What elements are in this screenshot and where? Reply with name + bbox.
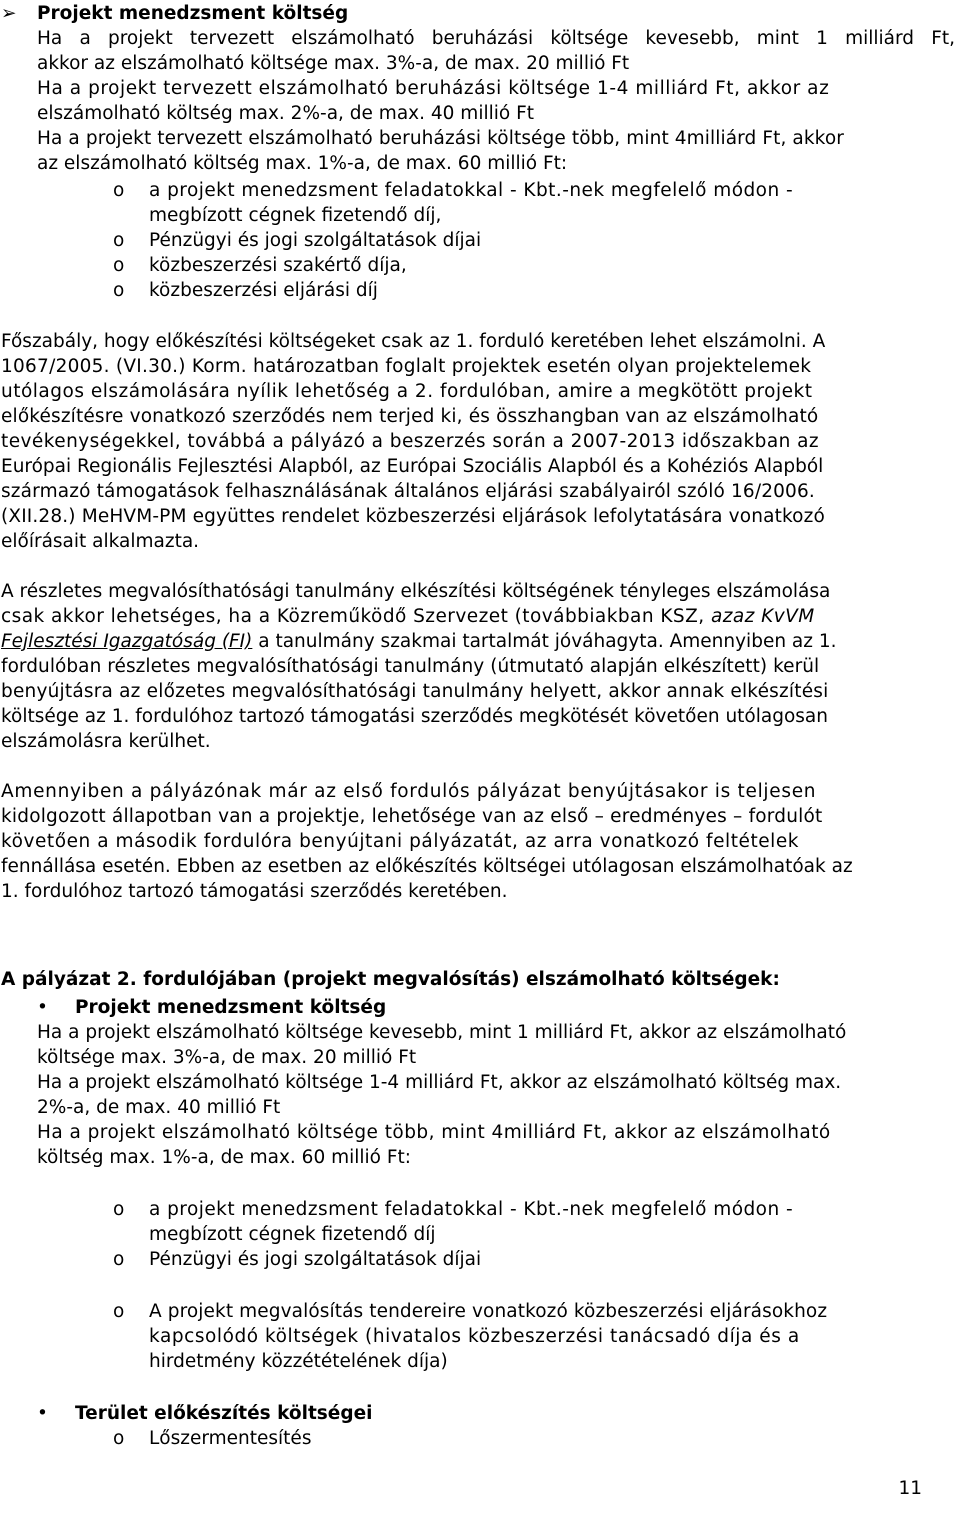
paragraph-line: 1067/2005. (VI.30.) Korm. határozatban foglalt projektek esetén olyan projektelemek xyxy=(1,356,812,377)
text-span: a tanulmány szakmai tartalmát jóváhagyta. Amennyiben az 1. xyxy=(258,631,837,652)
text-line: költsége max. 3%-a, de max. 20 millió Ft xyxy=(37,1047,417,1068)
dot-bullet-icon: • xyxy=(37,997,48,1018)
list-item: a projekt menedzsment feladatokkal - Kbt.-nek megfelelő módon - xyxy=(149,180,794,201)
word: elszámolható xyxy=(291,28,415,49)
text-line: akkor az elszámolható költsége max. 3%-a, de max. 20 millió Ft xyxy=(37,53,630,74)
paragraph-line: utólagos elszámolására nyílik lehetőség a 2. fordulóban, amire a megkötött projekt xyxy=(1,381,813,402)
paragraph-line: követően a második fordulóra benyújtani pályázatát, az arra vonatkozó feltételek xyxy=(1,831,800,852)
paragraph-line: benyújtásra az előzetes megvalósíthatósági tanulmány helyett, akkor annak elkészítési xyxy=(1,681,829,702)
italic-text: azaz KvVM xyxy=(710,606,815,627)
paragraph-line: előírásait alkalmazta. xyxy=(1,531,200,552)
text-line: 2%-a, de max. 40 millió Ft xyxy=(37,1097,281,1118)
subsection-heading-project-management: Projekt menedzsment költség xyxy=(75,997,387,1018)
word: mint xyxy=(756,28,799,49)
paragraph-line xyxy=(1,629,837,654)
list-bullet: o xyxy=(113,1301,125,1322)
list-bullet: o xyxy=(113,1199,125,1220)
paragraph-line: A részletes megvalósíthatósági tanulmány elkészítési költségének tényleges elszámolása xyxy=(1,581,831,602)
list-item: Pénzügyi és jogi szolgáltatások díjai xyxy=(149,230,482,251)
subsection-heading-site-preparation: Terület előkészítés költségei xyxy=(75,1403,373,1424)
list-item: közbeszerzési eljárási díj xyxy=(149,280,378,301)
paragraph-line: elszámolásra kerülhet. xyxy=(1,731,211,752)
word: milliárd xyxy=(845,28,915,49)
section-heading-round-2: A pályázat 2. fordulójában (projekt megvalósítás) elszámolható költségek: xyxy=(1,969,780,990)
italic-underlined-text: Fejlesztési Igazgatóság (FI) xyxy=(1,631,253,652)
text-line: költség max. 1%-a, de max. 60 millió Ft: xyxy=(37,1147,412,1168)
word: 1 xyxy=(816,28,828,49)
list-bullet: o xyxy=(113,280,125,301)
word: projekt xyxy=(107,28,173,49)
arrow-bullet-icon: ➢ xyxy=(1,3,17,24)
text-line: Ha a projekt tervezett elszámolható beruházási költsége több, mint 4milliárd Ft, akkor xyxy=(37,128,844,149)
list-item-continuation: megbízott cégnek fizetendő díj xyxy=(149,1224,436,1245)
list-bullet: o xyxy=(113,230,125,251)
text-line: Ha a projekt elszámolható költsége 1-4 milliárd Ft, akkor az elszámolható költség max. xyxy=(37,1072,842,1093)
paragraph-line: Amennyiben a pályázónak már az első fordulós pályázat benyújtásakor is teljesen xyxy=(1,781,817,802)
list-bullet: o xyxy=(113,1249,125,1270)
word: tervezett xyxy=(189,28,275,49)
list-item-continuation: megbízott cégnek fizetendő díj, xyxy=(149,205,442,226)
word: kevesebb, xyxy=(645,28,740,49)
paragraph-line: (XII.28.) MeHVM-PM együttes rendelet közbeszerzési eljárások lefolytatására vonatkozó xyxy=(1,506,825,527)
list-bullet: o xyxy=(113,255,125,276)
paragraph-line: tevékenységekkel, továbbá a pályázó a beszerzés során a 2007-2013 időszakban az xyxy=(1,431,820,452)
paragraph-line: fordulóban részletes megvalósíthatósági tanulmány (útmutató alapján elkészített) kerül xyxy=(1,656,820,677)
paragraph-line: Főszabály, hogy előkészítési költségeket csak az 1. forduló keretében lehet elszámolni. A xyxy=(1,331,826,352)
text-line xyxy=(37,26,955,51)
list-item-continuation: hirdetmény közzétételének díja) xyxy=(149,1351,448,1372)
paragraph-line xyxy=(1,604,815,629)
list-item-continuation: kapcsolódó költségek (hivatalos közbeszerzési tanácsadó díja és a xyxy=(149,1326,800,1347)
paragraph-line: költsége az 1. fordulóhoz tartozó támogatási szerződés megkötését követően utólagosan xyxy=(1,706,828,727)
word: beruházási xyxy=(431,28,534,49)
word: Ha xyxy=(37,28,63,49)
list-item: közbeszerzési szakértő díja, xyxy=(149,255,407,276)
paragraph-line: Európai Regionális Fejlesztési Alapból, az Európai Szociális Alapból és a Kohéziós Alapból xyxy=(1,456,824,477)
text-line: elszámolható költség max. 2%-a, de max. 40 millió Ft xyxy=(37,103,534,124)
text-line: Ha a projekt tervezett elszámolható beruházási költsége 1-4 milliárd Ft, akkor az xyxy=(37,78,830,99)
paragraph-line: fennállása esetén. Ebben az esetben az előkészítés költségei utólagosan elszámolhatóak az xyxy=(1,856,853,877)
word: a xyxy=(79,28,91,49)
dot-bullet-icon: • xyxy=(37,1403,48,1424)
word: költsége xyxy=(550,28,629,49)
text-span: csak akkor lehetséges, ha a Közreműködő Szervezet (továbbiakban KSZ, xyxy=(1,606,705,627)
list-bullet: o xyxy=(113,180,125,201)
page-number: 11 xyxy=(898,1478,922,1499)
text-line: Ha a projekt elszámolható költsége kevesebb, mint 1 milliárd Ft, akkor az elszámolható xyxy=(37,1022,847,1043)
section-heading-project-management: Projekt menedzsment költség xyxy=(37,3,349,24)
paragraph-line: 1. fordulóhoz tartozó támogatási szerződés keretében. xyxy=(1,881,508,902)
word: Ft, xyxy=(931,28,955,49)
paragraph-line: származó támogatások felhasználásának általános eljárási szabályairól szóló 16/2006. xyxy=(1,481,815,502)
text-line: Ha a projekt elszámolható költsége több, mint 4milliárd Ft, akkor az elszámolható xyxy=(37,1122,831,1143)
paragraph-line: kidolgozott állapotban van a projektje, lehetősége van az első – eredményes – fordulót xyxy=(1,806,823,827)
paragraph-line: előkészítésre vonatkozó szerződés nem terjed ki, és összhangban van az elszámolható xyxy=(1,406,819,427)
list-item: Lőszermentesítés xyxy=(149,1428,312,1449)
list-item: A projekt megvalósítás tendereire vonatkozó közbeszerzési eljárásokhoz xyxy=(149,1301,828,1322)
list-bullet: o xyxy=(113,1428,125,1449)
list-item: Pénzügyi és jogi szolgáltatások díjai xyxy=(149,1249,482,1270)
text-line: az elszámolható költség max. 1%-a, de max. 60 millió Ft: xyxy=(37,153,568,174)
list-item: a projekt menedzsment feladatokkal - Kbt.-nek megfelelő módon - xyxy=(149,1199,794,1220)
